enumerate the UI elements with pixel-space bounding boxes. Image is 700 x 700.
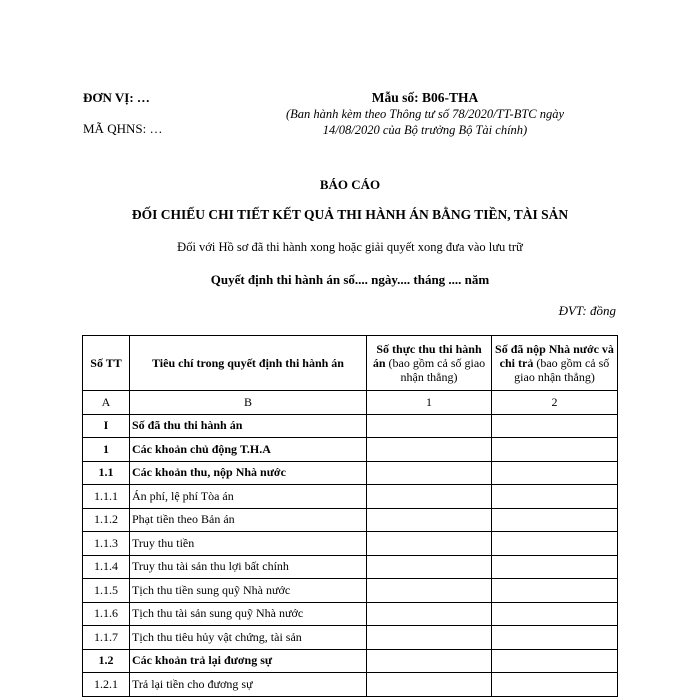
table-index-row xyxy=(83,391,618,415)
row-criteria: Án phí, lệ phí Tòa án xyxy=(130,485,367,509)
row-criteria: Truy thu tiền xyxy=(130,532,367,556)
table-row xyxy=(83,485,618,509)
index-cell: 2 xyxy=(492,391,618,415)
header-criteria: Tiêu chí trong quyết định thi hành án xyxy=(130,336,367,391)
row-criteria: Tịch thu tiêu hủy vật chứng, tài sản xyxy=(130,626,367,650)
table-row xyxy=(83,555,618,579)
header-no: Số TT xyxy=(83,336,130,391)
paid-disbursed-cell[interactable] xyxy=(492,485,618,509)
index-cell: 1 xyxy=(367,391,492,415)
table-row xyxy=(83,649,618,673)
actual-collected-cell[interactable] xyxy=(367,673,492,697)
unit-label: ĐƠN VỊ: … xyxy=(83,90,150,105)
table-row xyxy=(83,414,618,438)
paid-disbursed-cell[interactable] xyxy=(492,649,618,673)
table-row xyxy=(83,579,618,603)
row-criteria: Truy thu tài sản thu lợi bất chính xyxy=(130,555,367,579)
row-criteria: Các khoản thu, nộp Nhà nước xyxy=(130,461,367,485)
actual-collected-cell[interactable] xyxy=(367,555,492,579)
row-criteria: Phạt tiền theo Bản án xyxy=(130,508,367,532)
actual-collected-cell[interactable] xyxy=(367,579,492,603)
row-criteria: Tịch thu tài sản sung quỹ Nhà nước xyxy=(130,602,367,626)
form-code: Mẫu số: B06-THA xyxy=(371,90,479,105)
actual-collected-cell[interactable] xyxy=(367,602,492,626)
table-row xyxy=(83,626,618,650)
table-row xyxy=(83,508,618,532)
row-number: 1.1.3 xyxy=(83,532,130,556)
row-number: 1.1.4 xyxy=(83,555,130,579)
paid-disbursed-cell[interactable] xyxy=(492,626,618,650)
header-col2-sub: (bao gồm cả số giao nhận thẳng) xyxy=(514,356,610,384)
paid-disbursed-cell[interactable] xyxy=(492,602,618,626)
row-number: 1.1.2 xyxy=(83,508,130,532)
paid-disbursed-cell[interactable] xyxy=(492,461,618,485)
table-row xyxy=(83,673,618,697)
row-number: 1.1.1 xyxy=(83,485,130,509)
row-number: 1.1.7 xyxy=(83,626,130,650)
actual-collected-cell[interactable] xyxy=(367,485,492,509)
table-row xyxy=(83,532,618,556)
index-cell: B xyxy=(130,391,367,415)
paid-disbursed-cell[interactable] xyxy=(492,532,618,556)
header-col2 xyxy=(492,336,618,391)
qhns-label: MÃ QHNS: … xyxy=(83,121,163,136)
paid-disbursed-cell[interactable] xyxy=(492,673,618,697)
row-number: 1.1.6 xyxy=(83,602,130,626)
header-col1-main: Số thực thu thi hành án xyxy=(372,342,482,370)
report-title: BÁO CÁO xyxy=(319,177,381,192)
actual-collected-cell[interactable] xyxy=(367,438,492,462)
header-col2-main: Số đã nộp Nhà nước và chi trả xyxy=(495,342,614,370)
row-number: 1 xyxy=(83,438,130,462)
paid-disbursed-cell[interactable] xyxy=(492,508,618,532)
row-number: 1.2.1 xyxy=(83,673,130,697)
currency-unit: ĐVT: đồng xyxy=(558,303,616,318)
decision-line: Quyết định thi hành án số.... ngày.... tháng .... năm xyxy=(210,272,490,287)
header-col1-sub: (bao gồm cả số giao nhận thẳng) xyxy=(388,356,486,384)
row-number: 1.1.5 xyxy=(83,579,130,603)
table-row xyxy=(83,461,618,485)
actual-collected-cell[interactable] xyxy=(367,626,492,650)
actual-collected-cell[interactable] xyxy=(367,532,492,556)
row-number: I xyxy=(83,414,130,438)
report-table xyxy=(82,335,618,697)
form-info-block xyxy=(270,90,580,138)
row-number: 1.1 xyxy=(83,461,130,485)
row-criteria: Trả lại tiền cho đương sự xyxy=(130,673,367,697)
row-criteria: Số đã thu thi hành án xyxy=(130,414,367,438)
table-row xyxy=(83,438,618,462)
row-criteria: Các khoản trả lại đương sự xyxy=(130,649,367,673)
index-cell: A xyxy=(83,391,130,415)
row-criteria: Tịch thu tiền sung quỹ Nhà nước xyxy=(130,579,367,603)
paid-disbursed-cell[interactable] xyxy=(492,555,618,579)
report-subtitle: ĐỐI CHIẾU CHI TIẾT KẾT QUẢ THI HÀNH ÁN BẰNG TIỀN, TÀI SẢN xyxy=(131,207,569,222)
paid-disbursed-cell[interactable] xyxy=(492,438,618,462)
form-issuance-note: (Ban hành kèm theo Thông tư số 78/2020/TT-BTC ngày 14/08/2020 của Bộ trưởng Bộ Tài chính) xyxy=(285,107,565,137)
actual-collected-cell[interactable] xyxy=(367,461,492,485)
actual-collected-cell[interactable] xyxy=(367,414,492,438)
table-row xyxy=(83,602,618,626)
paid-disbursed-cell[interactable] xyxy=(492,579,618,603)
report-scope: Đối với Hồ sơ đã thi hành xong hoặc giải quyết xong đưa vào lưu trữ xyxy=(177,240,523,254)
header-col1 xyxy=(367,336,492,391)
actual-collected-cell[interactable] xyxy=(367,508,492,532)
row-criteria: Các khoản chủ động T.H.A xyxy=(130,438,367,462)
actual-collected-cell[interactable] xyxy=(367,649,492,673)
table-header-row xyxy=(83,336,618,391)
paid-disbursed-cell[interactable] xyxy=(492,414,618,438)
row-number: 1.2 xyxy=(83,649,130,673)
